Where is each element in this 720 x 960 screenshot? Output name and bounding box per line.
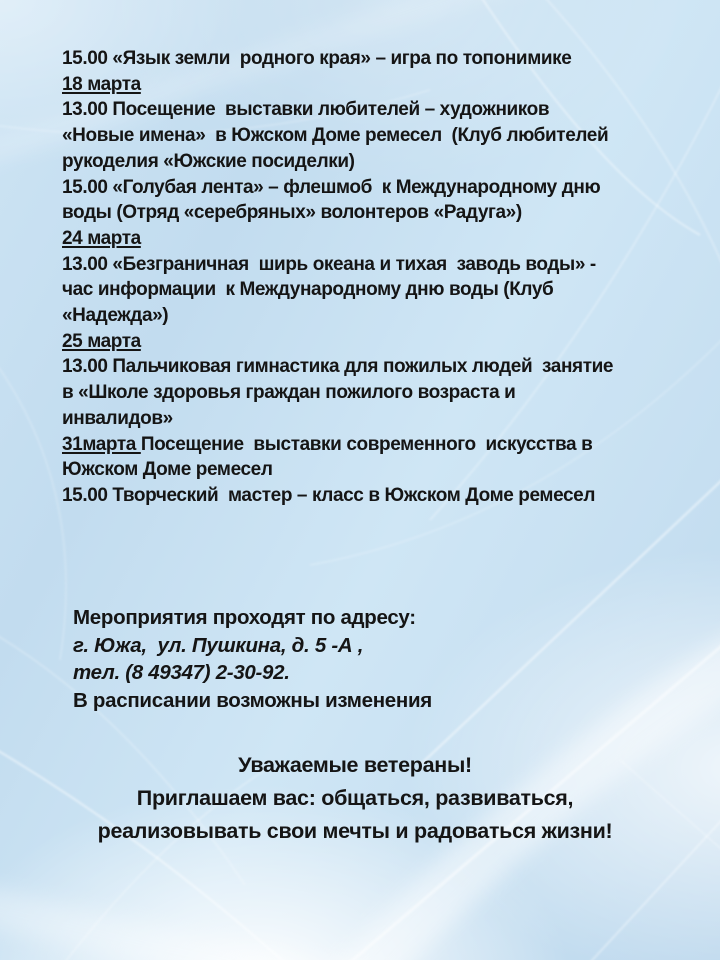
schedule-line — [62, 200, 613, 226]
invitation-line: Приглашаем вас: общаться, развиваться, — [136, 786, 574, 810]
address-line: тел. (8 49347) 2-30-92. — [73, 661, 290, 684]
schedule-line — [62, 175, 613, 201]
schedule-text: в «Школе здоровья граждан пожилого возраста и — [62, 382, 516, 404]
schedule-text: 13.00 «Безграничная ширь океана и тихая заводь воды» - — [62, 253, 596, 275]
schedule-line — [62, 277, 613, 303]
schedule-line — [62, 303, 613, 329]
schedule-line — [62, 354, 613, 380]
schedule-text: 15.00 «Голубая лента» – флешмоб к Международному дню — [62, 176, 601, 198]
schedule-text: 13.00 Посещение выставки любителей – художников — [62, 99, 550, 121]
schedule-line — [62, 72, 613, 98]
schedule-date: 31марта — [62, 433, 141, 455]
address-line: Мероприятия проходят по адресу: — [73, 606, 416, 629]
schedule-line — [62, 457, 613, 483]
schedule-text: Южском Доме ремесел — [62, 459, 273, 481]
schedule-line — [62, 329, 613, 355]
schedule-line — [62, 406, 613, 432]
schedule-text: «Надежда») — [62, 305, 169, 327]
schedule-text: рукоделия «Южские посиделки) — [62, 150, 355, 172]
schedule-line — [62, 226, 613, 252]
address-line: г. Южа, ул. Пушкина, д. 5 -А , — [73, 633, 364, 657]
schedule-text: Посещение выставки современного искусства в — [140, 433, 593, 455]
invitation-block — [40, 749, 670, 848]
schedule — [62, 46, 613, 509]
schedule-text: 13.00 Пальчиковая гимнастика для пожилых людей занятие — [62, 356, 614, 378]
schedule-line — [62, 149, 613, 175]
schedule-line — [62, 97, 613, 123]
invitation-line: реализовывать свои мечты и радоваться жизни! — [97, 819, 613, 843]
schedule-date: 24 марта — [62, 227, 141, 249]
schedule-line — [62, 380, 613, 406]
schedule-text: 15.00 «Язык земли родного края» – игра по топонимике — [62, 48, 572, 69]
schedule-line — [62, 252, 613, 278]
schedule-text: инвалидов» — [62, 407, 173, 429]
schedule-line — [62, 483, 613, 509]
schedule-text: час информации к Международному дню воды (Клуб — [62, 279, 554, 301]
schedule-line — [62, 123, 613, 149]
schedule-text: 15.00 Творческий мастер – класс в Южском Доме ремесел — [62, 484, 595, 506]
schedule-text: воды (Отряд «серебряных» волонтеров «Радуга») — [62, 202, 522, 224]
address-line: В расписании возможны изменения — [73, 688, 432, 712]
schedule-line — [62, 46, 613, 72]
address-block — [73, 604, 432, 714]
schedule-date: 25 марта — [62, 330, 141, 352]
schedule-line — [62, 432, 613, 458]
schedule-text: «Новые имена» в Южском Доме ремесел (Клуб любителей — [62, 125, 609, 147]
schedule-date: 18 марта — [62, 73, 141, 95]
invitation-line: Уважаемые ветераны! — [238, 753, 472, 777]
